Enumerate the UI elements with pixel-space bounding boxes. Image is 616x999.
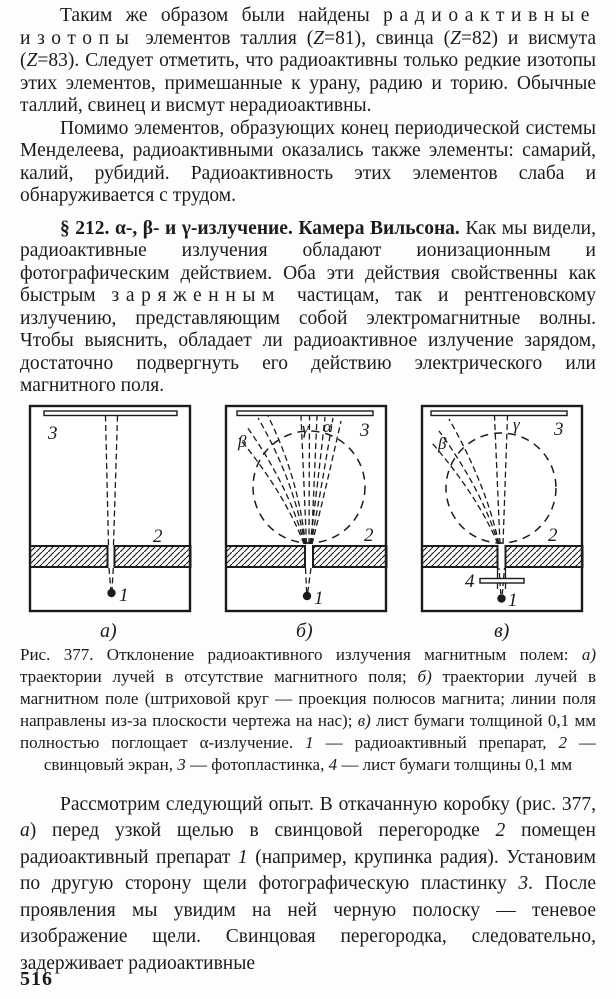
text-run: =81), свинца ( [324, 27, 451, 49]
ref-2: 2 [558, 732, 567, 752]
label-source: 1 [508, 589, 518, 611]
text-run: траектории лучей в магнитном поле (штриховой круг — проекция полюсов магнита; линии поля направлены из-за плоскости чертежа на нас); [20, 666, 596, 730]
ref-3: 3 [518, 873, 529, 894]
diagram-a [24, 402, 196, 642]
sublabel-b: б) [296, 619, 313, 642]
ref-2: 2 [495, 820, 506, 841]
paragraph-weak-elements [20, 118, 596, 208]
photo-plate [237, 411, 373, 416]
label-plate: 3 [48, 422, 58, 444]
ref-v: в) [357, 710, 371, 730]
paragraph-isotopes [20, 5, 596, 118]
label-beta: β [238, 431, 247, 451]
text-run: =82) и висмута ( [20, 27, 596, 71]
source-dot [303, 591, 311, 599]
label-plate: 3 [554, 418, 564, 440]
text-run: — свинцовый экран, [43, 732, 596, 774]
text-run: — лист бумаги толщины 0,1 мм [337, 754, 573, 774]
symbol-z: Z [313, 27, 325, 49]
ref-a: а) [581, 644, 596, 664]
label-source: 1 [314, 587, 324, 609]
label-paper: 4 [465, 570, 475, 592]
text-run: помещен радиоактивный препарат [20, 820, 596, 868]
source-dot [107, 588, 115, 596]
diagram-v [416, 402, 588, 642]
text-run: элементов таллия ( [135, 27, 314, 49]
text-run: Как мы видели, радиоактивные излучения обладают ионизационным и фотографическим действием. Оба эти действия свойственны как быстрым [20, 217, 596, 306]
diagram-b [220, 402, 392, 642]
sublabel-v: в) [494, 619, 510, 642]
ref-1: 1 [305, 732, 314, 752]
paragraph-experiment [20, 792, 596, 978]
text-run: =83). Следует отметить, что радиоактивны только редкие изотопы этих элементов, примешанные к урану, радию и торию. Обычные таллий, свинец и висмут нерадиоактивны. [20, 50, 596, 116]
figure-377 [20, 402, 596, 642]
label-screen: 2 [153, 525, 163, 547]
text-run: Рассмотрим следующий опыт. В откачанную коробку (рис. 377, [60, 793, 596, 815]
ref-b: б) [417, 666, 432, 686]
photo-plate [44, 411, 177, 416]
section-212-paragraph [20, 218, 596, 398]
text-run: — фотопластинка, [185, 754, 329, 774]
label-gamma: γ [302, 418, 309, 438]
text-run: частицам, так и рентгеновскому излучению, представляющим собой электромагнитные волны. Чтобы выяснить, обладает ли радиоактивное излучение зарядом, достаточно подвергнуть его действию электрического или магнитного поля. [20, 285, 596, 396]
text-run: . После проявления мы увидим на ней черную полоску — теневое изображение щели. Свинцовая перегородка, следовательно, задерживает радиоактивные [20, 873, 596, 974]
ref-3: 3 [177, 754, 186, 774]
ref-1: 1 [237, 846, 248, 868]
text-run: траектории лучей в отсутствие магнитного поля; [20, 666, 418, 686]
sublabel-a: а) [100, 619, 117, 642]
photo-plate [431, 411, 567, 416]
label-gamma: γ [513, 414, 520, 434]
text-run: Рис. 377. Отклонение радиоактивного излучения магнитным полем: [20, 644, 582, 664]
label-source: 1 [119, 584, 129, 606]
label-alpha: α [323, 416, 332, 436]
label-plate: 3 [360, 419, 370, 441]
symbol-z: Z [450, 27, 461, 49]
paper-sheet [480, 578, 524, 583]
ref-a: а [20, 820, 30, 841]
figure-caption [20, 644, 596, 776]
text-run: ) перед узкой щелью в свинцовой перегородке [29, 820, 496, 841]
section-heading: § 212. α-, β- и γ-излучение. Камера Вильсона. [60, 217, 466, 239]
page-number: 516 [20, 968, 53, 990]
text-run: — радиоактивный препарат, [313, 732, 559, 752]
text-run: лист бумаги толщиной 0,1 мм полностью поглощает α-излучение. [20, 710, 596, 752]
text-run: Помимо элементов, образующих конец периодической системы Менделеева, радиоактивными оказались также элементы: самарий, калий, рубидий. Радиоактивность этих элементов слаба и обнаруживается с трудом. [20, 117, 596, 206]
label-screen: 2 [364, 524, 374, 546]
symbol-z: Z [26, 50, 38, 71]
text-run-spaced: радиоактивные изотопы [20, 5, 596, 49]
ref-4: 4 [328, 754, 338, 774]
label-screen: 2 [548, 524, 558, 546]
source-dot [497, 594, 505, 602]
text-run: Таким же образом были найдены [60, 5, 384, 26]
text-run: (например, крупинка радия). Установим по другую сторону щели фотографическую пластинку [20, 846, 596, 894]
label-beta: β [438, 433, 447, 453]
text-run-spaced: заряженным [111, 285, 282, 306]
